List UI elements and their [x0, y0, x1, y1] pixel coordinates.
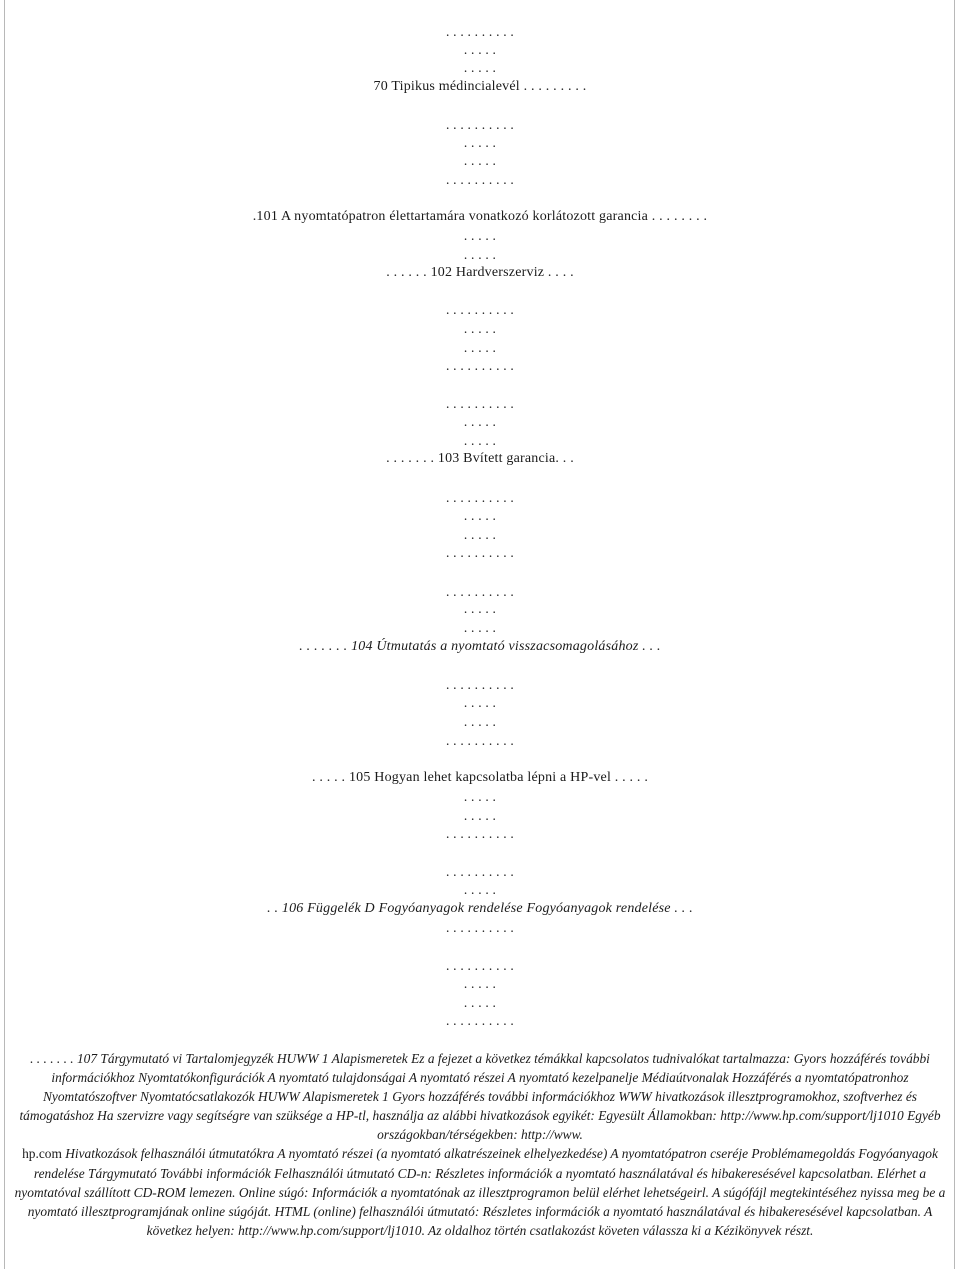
leader-line: . . . . . [463, 414, 497, 429]
leader-line: . . . . . [463, 321, 497, 336]
leader-line: . . . . . [463, 995, 497, 1010]
leader-line: . . . . . . . . . . [446, 396, 514, 411]
toc-entry: .101 A nyomtatópatron élettartamára vonatkozó korlátozott garancia . . . . . . . . [252, 209, 708, 224]
leader-line: . . . . . [463, 714, 497, 729]
leader-line: . . . . . [463, 695, 497, 710]
leader-line: . . . . . [463, 527, 497, 542]
leader-line: . . . . . [463, 340, 497, 355]
toc-entry: . . . . . 105 Hogyan lehet kapcsolatba lépni a HP-vel . . . . . [311, 770, 649, 785]
leader-line: . . . . . . . . . . [446, 545, 514, 560]
paragraph-hp-com: hp.com [22, 1146, 62, 1162]
leader-line: . . . . . [463, 135, 497, 150]
leader-line: . . . . . . . . . . [446, 958, 514, 973]
leader-line: . . . . . . . . . . [446, 864, 514, 879]
leader-line: . . . . . . . . . . [446, 733, 514, 748]
leader-line: . . . . . [463, 60, 497, 75]
leader-line: . . . . . . . . . . [446, 302, 514, 317]
leader-line: . . . . . [463, 42, 497, 57]
leader-line: . . . . . [463, 153, 497, 168]
leader-line: . . . . . [463, 247, 497, 262]
leader-line: . . . . . . . . . . [446, 172, 514, 187]
leader-line: . . . . . . . . . . [446, 677, 514, 692]
paragraph-rest: Hivatkozások felhasználói útmutatókra A nyomtató részei (a nyomtató alkatrészeinek elhelyezkedése) A nyomtatópatron cseréje Problémamegoldás Fogyóanyagok rendelése Tárgymutató További információk Felhasználói útmutató CD-n: Részletes információk a nyomtató használatával és hibakeresésével kapcsolatban. Elérhet a nyomtatóval szállított CD-ROM lemezen. Online súgó: Információk a nyomtatónak az illesztprogramon belül elérhet lehetségeirl. A súgófájl megtekintéséhez nyissa meg be a nyomtató illesztprogramjának online súgóját. HTML (online) felhasználói útmutató: Részletes információk a nyomtató használatával és hibakeresésével kapcsolatban. A következ helyen: http://www.hp.com/support/lj1010. Az oldalhoz történ csatlakozást követen válassza ki a Kézikönyvek részt. [14, 1146, 946, 1238]
toc-entry: . . . . . . . 103 Bvített garancia. . . [386, 451, 574, 466]
toc-entry: . . . . . . . 104 Útmutatás a nyomtató visszacsomagolásához . . . [299, 639, 661, 654]
leader-line: . . . . . . . . . . [446, 490, 514, 505]
leader-line: . . . . . [463, 976, 497, 991]
toc-entry: . . . . . . 102 Hardverszerviz . . . . [386, 265, 574, 280]
leader-line: . . . . . [463, 789, 497, 804]
leader-line: . . . . . . . . . . [446, 920, 514, 935]
leader-line: . . . . . . . . . . [446, 358, 514, 373]
leader-line: . . . . . [463, 508, 497, 523]
leader-line: . . . . . [463, 433, 497, 448]
leader-line: . . . . . . . . . . [446, 117, 514, 132]
leader-line: . . . . . . . . . . [446, 1013, 514, 1028]
body-paragraph [6, 1049, 954, 1240]
leader-line: . . . . . . . . . . [446, 584, 514, 599]
paragraph-lead: . . . . . . . 107 Tárgymutató vi Tartalomjegyzék HUWW 1 Alapismeretek Ez a fejezet a következ témákkal kapcsolatos tudnivalókat tartalmazza: Gyors hozzáférés további információkhoz Nyomtatókonfigurációk A nyomtató tulajdonságai A nyomtató részei A nyomtató kezelpanelje Médiaútvonalak Hozzáférés a nyomtatópatronhoz Nyomtatószoftver Nyomtatócsatlakozók HUWW Alapismeretek 1 Gyors hozzáférés további információkhoz WWW hivatkozások illesztprogramokhoz, szoftverhez és támogatáshoz Ha szervizre vagy segítségre van szüksége a HP-tl, használja az alábbi hivatkozások egyikét: Egyesült Államokban: http://www.hp.com/support/lj1010 Egyéb országokban/térségekben: http://www. [19, 1051, 941, 1143]
leader-line: . . . . . [463, 620, 497, 635]
leader-line: . . . . . . . . . . [446, 826, 514, 841]
toc-entry: . . 106 Függelék D Fogyóanyagok rendelése Fogyóanyagok rendelése . . . [267, 901, 693, 916]
leader-line: . . . . . [463, 808, 497, 823]
leader-line: . . . . . . . . . . [446, 24, 514, 39]
leader-line: . . . . . [463, 228, 497, 243]
toc-entry: 70 Tipikus médincialevél . . . . . . . . . [373, 79, 587, 94]
leader-line: . . . . . [463, 601, 497, 616]
leader-line: . . . . . [463, 882, 497, 897]
